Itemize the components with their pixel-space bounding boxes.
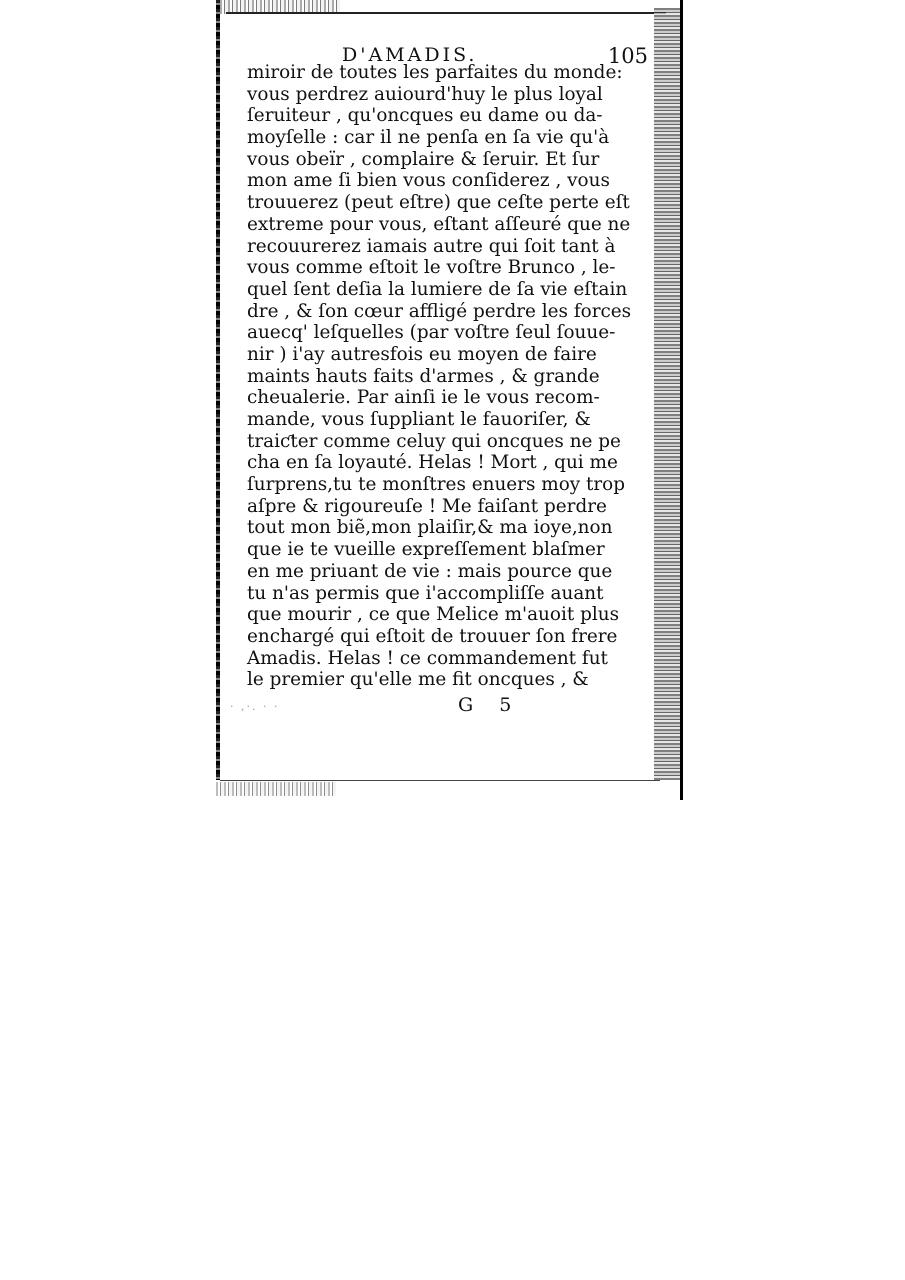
page-number: 105 [607,44,648,68]
text-line: Amadis. Helas ! ce commandement fut [247,647,608,669]
text-line: extreme pour vous, eſtant aſſeuré que ne [247,213,631,235]
text-line: en me priuant de vie : mais pource que [247,560,613,582]
text-line: traiƈter comme celuy qui oncques ne pe [247,430,621,452]
text-line: auecq' leſquelles (par voſtre ſeul ſouue- [247,322,616,344]
text-line: ſeruiteur , qu'oncques eu dame ou da- [247,105,603,127]
text-line: vous perdrez auiourd'huy le plus loyal [247,83,603,105]
text-line: miroir de toutes les parfaites du monde: [247,62,623,83]
text-line: mon ame ſi bien vous conſiderez , vous [247,170,610,192]
text-line: recouurerez iamais autre qui ſoit tant à [247,235,616,257]
text-line: dre , & ſon cœur affligé perdre les forces [247,300,632,322]
text-line: tu n'as permis que i'accompliſſe auant [247,582,604,604]
margin-mark: · ,·. · · [230,700,280,713]
text-line: que mourir , ce que Melice m'auoit plus [247,604,620,626]
text-line: que ie te vueille expreſſement blaſmer [247,539,605,561]
left-page-edge [216,0,220,780]
bottom-scan-noise [216,782,336,796]
spine-border [680,0,683,800]
text-line: mande, vous ſuppliant le fauoriſer, & [247,409,591,430]
text-line: trouuerez (peut eſtre) que ceſte perte eſt [247,192,630,214]
running-title: D'AMADIS. [342,44,478,66]
body-text [247,62,632,691]
right-page-edge [654,8,680,780]
text-line: vous obeïr , complaire & ſeruir. Et ſur [247,148,600,170]
text-line: vous comme eſtoit le voſtre Brunco , le- [247,257,616,279]
text-line: moyſelle : car il ne penſa en ſa vie qu'à [247,127,610,149]
bottom-border-line [220,780,660,781]
text-line: aſpre & rigoureuſe ! Me faiſant perdre [247,495,607,517]
top-border-line [226,12,666,14]
signature-mark: G 5 [458,694,522,716]
text-line: tout mon biẽ,mon plaiſir,& ma ioye,non [247,517,613,539]
text-line: cheualerie. Par ainſi ie le vous recom- [247,387,600,409]
text-line: ſurprens,tu te monſtres enuers moy trop [247,474,626,496]
text-line-catchword: le premier qu'elle me fit oncques , & [247,669,589,691]
text-line: maints hauts faits d'armes , & grande [247,365,600,387]
text-line: quel ſent deſia la lumiere de ſa vie eſtain [247,278,628,300]
text-line: cha en ſa loyauté. Helas ! Mort , qui me [247,452,618,474]
text-line: nir ) i'ay autresfois eu moyen de faire [247,343,597,365]
text-line: enchargé qui eſtoit de trouuer ſon frere [247,625,618,647]
